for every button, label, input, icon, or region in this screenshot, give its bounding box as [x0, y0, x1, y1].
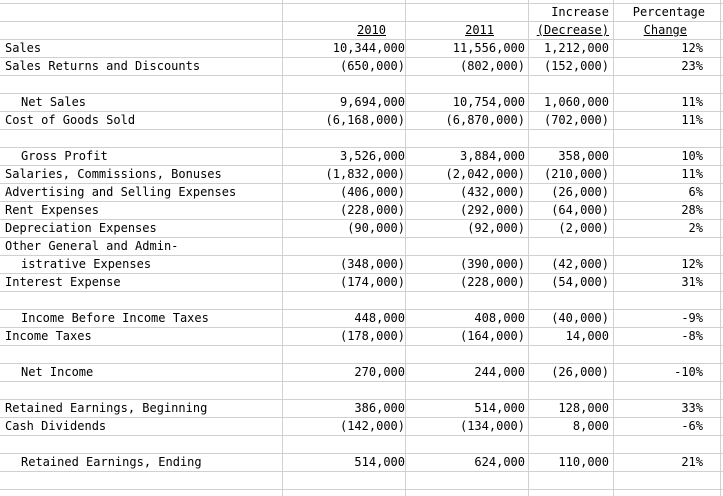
header-change: Change: [643, 23, 687, 37]
value-2010: 10,344,000: [332, 41, 405, 55]
value-2010: (650,000): [339, 59, 405, 73]
table-row: [0, 111, 723, 129]
value-2010: 9,694,000: [339, 95, 405, 109]
value-increase: (40,000): [551, 311, 609, 325]
value-percentage: 11%: [681, 113, 703, 127]
table-row: [0, 147, 723, 165]
value-2011: (92,000): [467, 221, 525, 235]
value-percentage: 11%: [681, 95, 703, 109]
table-row: [0, 417, 723, 435]
value-2010: (348,000): [339, 257, 405, 271]
table-row: [0, 255, 723, 273]
value-2010: 270,000: [354, 365, 405, 379]
value-2010: (178,000): [339, 329, 405, 343]
value-2010: 386,000: [354, 401, 405, 415]
row-label: Interest Expense: [5, 275, 121, 289]
value-2010: 3,526,000: [339, 149, 405, 163]
value-percentage: 23%: [681, 59, 703, 73]
value-percentage: 28%: [681, 203, 703, 217]
value-percentage: 31%: [681, 275, 703, 289]
header-decrease: (Decrease): [536, 23, 609, 37]
value-2011: 3,884,000: [459, 149, 525, 163]
value-2011: (228,000): [459, 275, 525, 289]
row-label: Net Income: [21, 365, 94, 379]
value-increase: (210,000): [543, 167, 609, 181]
value-2011: 244,000: [474, 365, 525, 379]
row-label: Retained Earnings, Ending: [21, 455, 202, 469]
value-2011: (390,000): [459, 257, 525, 271]
row-label: Income Taxes: [5, 329, 92, 343]
value-increase: (54,000): [551, 275, 609, 289]
header-row-2: [0, 21, 723, 39]
value-percentage: 10%: [681, 149, 703, 163]
value-percentage: 33%: [681, 401, 703, 415]
value-increase: (26,000): [551, 185, 609, 199]
value-2010: (228,000): [339, 203, 405, 217]
row-label: Gross Profit: [21, 149, 108, 163]
row-label: Other General and Admin-: [5, 239, 179, 253]
row-label: Advertising and Selling Expenses: [5, 185, 237, 199]
table-row: [0, 183, 723, 201]
table-row: [0, 39, 723, 57]
value-percentage: -8%: [681, 329, 703, 343]
row-label: Depreciation Expenses: [5, 221, 157, 235]
value-increase: (2,000): [558, 221, 609, 235]
table-row: [0, 237, 723, 255]
value-increase: 14,000: [565, 329, 609, 343]
value-2011: 514,000: [474, 401, 525, 415]
value-2010: (90,000): [347, 221, 405, 235]
value-2011: 408,000: [474, 311, 525, 325]
value-2010: 448,000: [354, 311, 405, 325]
value-percentage: 21%: [681, 455, 703, 469]
value-2011: (164,000): [459, 329, 525, 343]
row-label: Net Sales: [21, 95, 87, 109]
value-2011: (292,000): [459, 203, 525, 217]
value-increase: (64,000): [551, 203, 609, 217]
value-increase: 8,000: [572, 419, 609, 433]
value-2011: (6,870,000): [445, 113, 525, 127]
table-row: [0, 453, 723, 471]
value-percentage: -9%: [681, 311, 703, 325]
value-2011: (134,000): [459, 419, 525, 433]
value-2011: 11,556,000: [452, 41, 525, 55]
row-label: Cost of Goods Sold: [5, 113, 136, 127]
value-increase: 358,000: [558, 149, 609, 163]
value-2011: (2,042,000): [445, 167, 525, 181]
value-percentage: -10%: [674, 365, 703, 379]
row-label: Income Before Income Taxes: [21, 311, 209, 325]
value-2010: (1,832,000): [325, 167, 405, 181]
value-increase: 1,060,000: [543, 95, 609, 109]
value-2010: (174,000): [339, 275, 405, 289]
header-increase: Increase: [551, 5, 609, 19]
header-percentage: Percentage: [632, 5, 705, 19]
value-increase: (26,000): [551, 365, 609, 379]
table-row: [0, 327, 723, 345]
value-2011: (432,000): [459, 185, 525, 199]
value-2011: 10,754,000: [452, 95, 525, 109]
table-row: [0, 309, 723, 327]
value-percentage: 11%: [681, 167, 703, 181]
value-increase: 1,212,000: [543, 41, 609, 55]
header-row-1: [0, 3, 723, 21]
value-increase: 128,000: [558, 401, 609, 415]
table-row: [0, 165, 723, 183]
table-row: [0, 399, 723, 417]
table-row: [0, 363, 723, 381]
row-label: Salaries, Commissions, Bonuses: [5, 167, 222, 181]
value-increase: 110,000: [558, 455, 609, 469]
table-row: [0, 219, 723, 237]
value-percentage: 12%: [681, 257, 703, 271]
row-label: istrative Expenses: [21, 257, 152, 271]
row-label: Sales Returns and Discounts: [5, 59, 201, 73]
value-percentage: 6%: [688, 185, 703, 199]
value-percentage: 2%: [688, 221, 703, 235]
row-label: Retained Earnings, Beginning: [5, 401, 208, 415]
row-label: Sales: [5, 41, 42, 55]
header-2010: 2010: [357, 23, 386, 37]
value-2010: (142,000): [339, 419, 405, 433]
value-increase: (42,000): [551, 257, 609, 271]
value-2010: 514,000: [354, 455, 405, 469]
row-label: Cash Dividends: [5, 419, 107, 433]
table-row: [0, 93, 723, 111]
table-row: [0, 57, 723, 75]
value-2011: (802,000): [459, 59, 525, 73]
value-increase: (152,000): [543, 59, 609, 73]
table-row: [0, 201, 723, 219]
header-2011: 2011: [465, 23, 494, 37]
value-percentage: -6%: [681, 419, 703, 433]
value-increase: (702,000): [543, 113, 609, 127]
table-row: [0, 273, 723, 291]
row-label: Rent Expenses: [5, 203, 99, 217]
value-2010: (6,168,000): [325, 113, 405, 127]
value-2010: (406,000): [339, 185, 405, 199]
value-2011: 624,000: [474, 455, 525, 469]
value-percentage: 12%: [681, 41, 703, 55]
